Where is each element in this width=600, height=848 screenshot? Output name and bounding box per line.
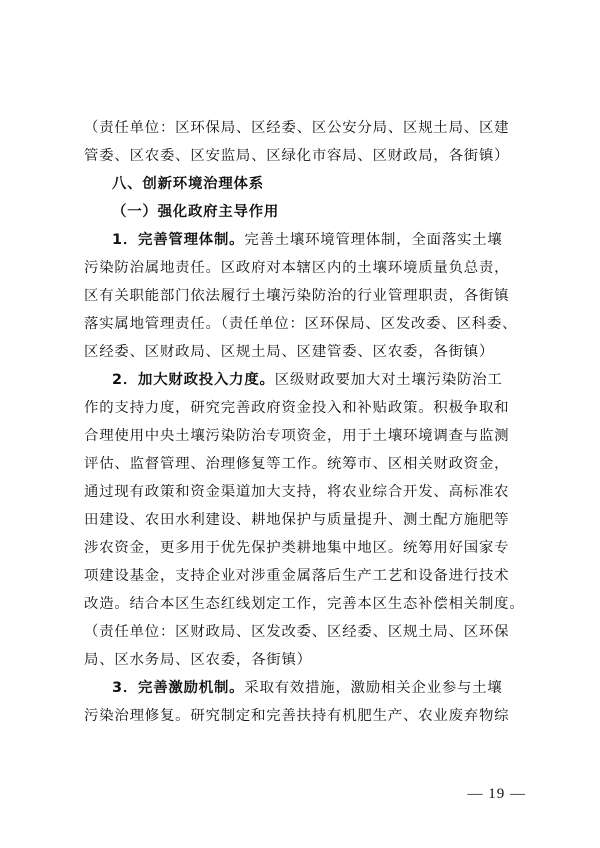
line-text: 作的支持力度，研究完善政府资金投入和补贴政策。积极争取和 bbox=[84, 400, 510, 416]
item-lead: 2．加大财政投入力度。 bbox=[112, 372, 275, 388]
paragraph-line bbox=[84, 226, 532, 254]
line-text: 落实属地管理责任。（责任单位：区环保局、区发改委、区科委、 bbox=[84, 316, 518, 332]
paragraph-line bbox=[84, 114, 532, 142]
paragraph-line bbox=[84, 338, 532, 366]
line-text: 区级财政要加大对土壤污染防治工 bbox=[274, 372, 503, 388]
paragraph-line bbox=[84, 142, 532, 170]
paragraph-line bbox=[84, 590, 532, 618]
subsection-heading bbox=[84, 198, 532, 226]
paragraph-line bbox=[84, 702, 532, 730]
subsection-heading-text: （一）强化政府主导作用 bbox=[112, 204, 280, 220]
section-heading-text: 八、创新环境治理体系 bbox=[112, 176, 264, 192]
body-text bbox=[84, 114, 532, 730]
paragraph-line bbox=[84, 310, 532, 338]
paragraph-line bbox=[84, 674, 532, 702]
paragraph-line bbox=[84, 394, 532, 422]
line-text: 涉农资金，更多用于优先保护类耕地集中地区。统筹用好国家专 bbox=[84, 540, 510, 556]
line-text: 污染治理修复。研究制定和完善扶持有机肥生产、农业废弃物综 bbox=[84, 708, 510, 724]
paragraph-line bbox=[84, 562, 532, 590]
line-text: 局、区水务局、区农委，各街镇） bbox=[84, 652, 312, 668]
paragraph-line bbox=[84, 450, 532, 478]
line-text: 通过现有政策和资金渠道加大支持，将农业综合开发、高标准农 bbox=[84, 484, 510, 500]
line-text: （责任单位：区财政局、区发改委、区经委、区规土局、区环保 bbox=[84, 624, 510, 640]
line-text: 评估、监督管理、治理修复等工作。统筹市、区相关财政资金， bbox=[84, 456, 510, 472]
paragraph-line bbox=[84, 506, 532, 534]
paragraph-line bbox=[84, 282, 532, 310]
paragraph-line bbox=[84, 618, 532, 646]
line-text: 田建设、农田水利建设、耕地保护与质量提升、测土配方施肥等 bbox=[84, 512, 510, 528]
line-text: 项建设基金，支持企业对涉重金属落后生产工艺和设备进行技术 bbox=[84, 568, 510, 584]
line-text: 污染防治属地责任。区政府对本辖区内的土壤环境质量负总责， bbox=[84, 260, 510, 276]
line-text: 改造。结合本区生态红线划定工作，完善本区生态补偿相关制度。 bbox=[84, 596, 525, 612]
item-lead: 3．完善激励机制。 bbox=[112, 680, 245, 696]
section-heading bbox=[84, 170, 532, 198]
line-text: （责任单位：区环保局、区经委、区公安分局、区规土局、区建 bbox=[84, 120, 510, 136]
line-text: 合理使用中央土壤污染防治专项资金，用于土壤环境调查与监测 bbox=[84, 428, 510, 444]
item-lead: 1．完善管理体制。 bbox=[112, 232, 245, 248]
line-text: 完善土壤环境管理体制，全面落实土壤 bbox=[244, 232, 503, 248]
paragraph-line bbox=[84, 254, 532, 282]
paragraph-line bbox=[84, 646, 532, 674]
line-text: 区有关职能部门依法履行土壤污染防治的行业管理职责，各街镇 bbox=[84, 288, 510, 304]
paragraph-line bbox=[84, 422, 532, 450]
line-text: 管委、区农委、区安监局、区绿化市容局、区财政局，各街镇） bbox=[84, 148, 510, 164]
paragraph-line bbox=[84, 534, 532, 562]
line-text: 采取有效措施，激励相关企业参与土壤 bbox=[244, 680, 503, 696]
paragraph-line bbox=[84, 478, 532, 506]
line-text: 区经委、区财政局、区规土局、区建管委、区农委，各街镇） bbox=[84, 344, 495, 360]
page-number: — 19 — bbox=[467, 786, 526, 802]
paragraph-line bbox=[84, 366, 532, 394]
